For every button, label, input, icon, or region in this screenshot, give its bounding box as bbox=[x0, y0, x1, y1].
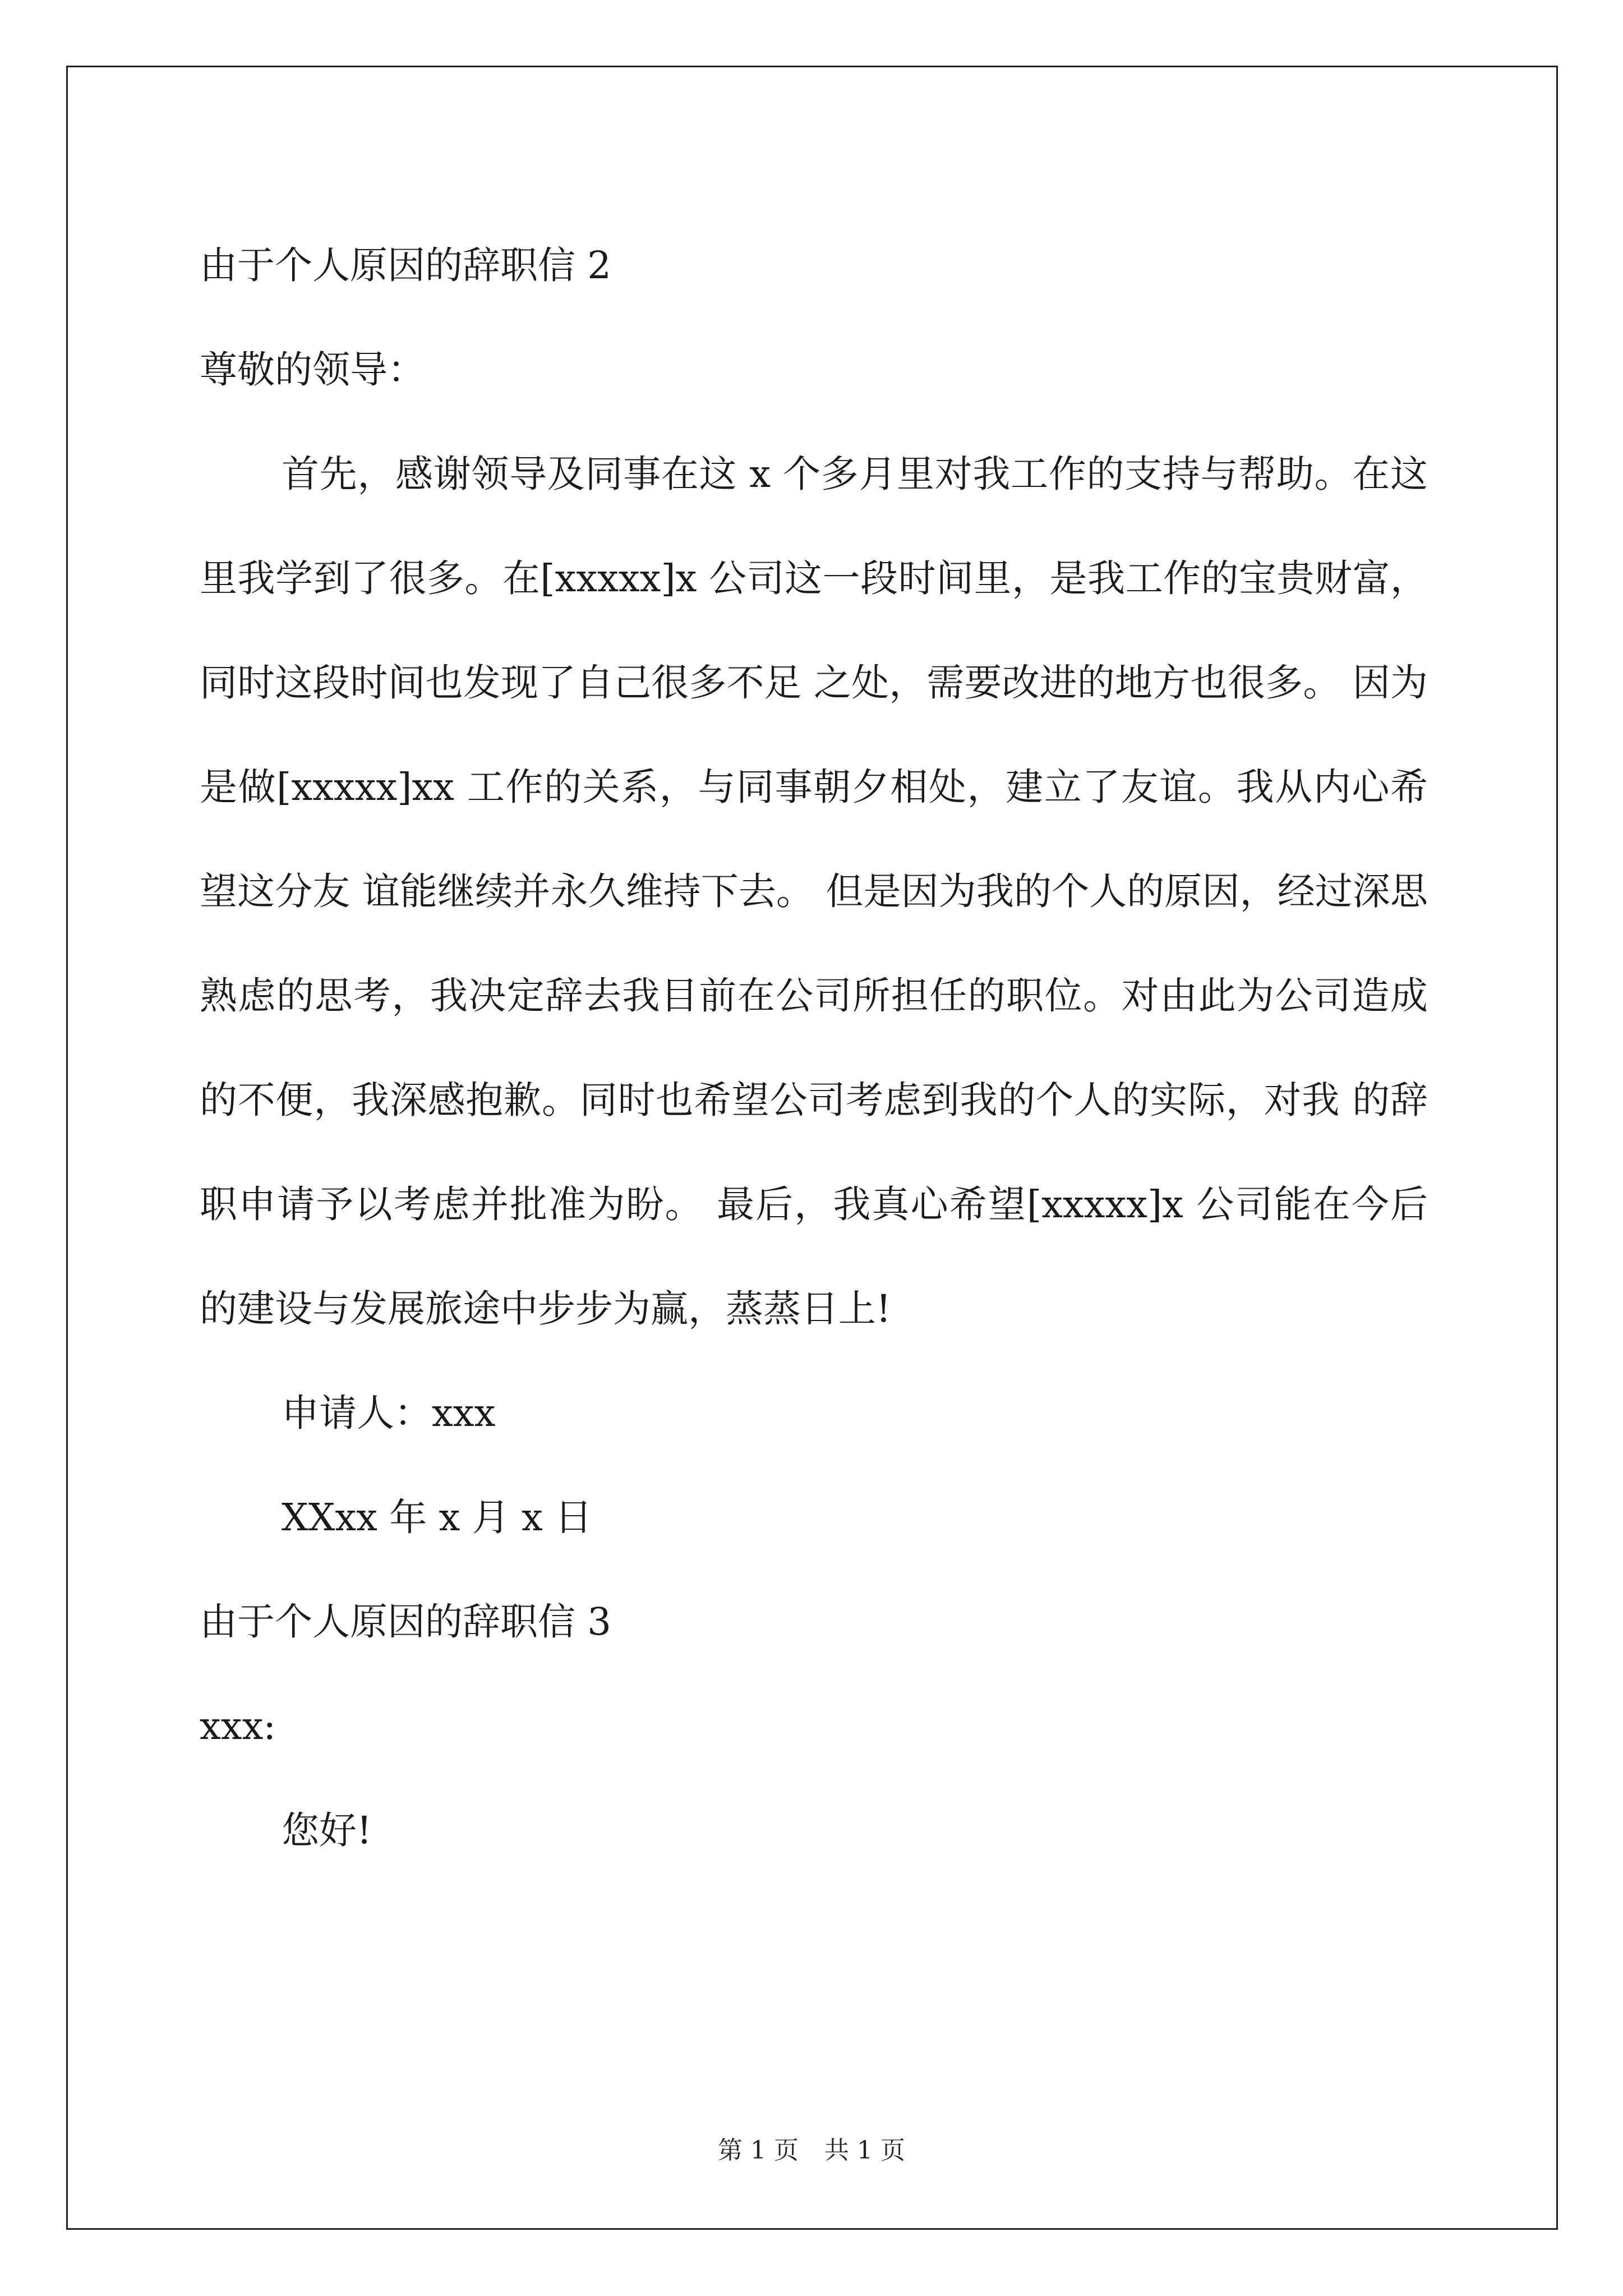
letter-title-3: 由于个人原因的辞职信 3 bbox=[200, 1600, 611, 1644]
document-body bbox=[200, 213, 1428, 1883]
applicant-line: 申请人：xxx bbox=[282, 1391, 496, 1435]
page-total: 共 1 页 bbox=[824, 2136, 905, 2165]
date-line: XXxx 年 x 月 x 日 bbox=[282, 1496, 593, 1539]
greeting-3: 您好! bbox=[282, 1809, 372, 1852]
page-footer bbox=[0, 2134, 1623, 2168]
letter-title-2: 由于个人原因的辞职信 2 bbox=[200, 243, 611, 287]
page-number: 第 1 页 bbox=[718, 2136, 799, 2165]
salutation-3: xxx: bbox=[200, 1704, 276, 1748]
salutation-2: 尊敬的领导： bbox=[200, 348, 425, 392]
letter-body-2: 首先，感谢领导及同事在这 x 个多月里对我工作的支持与帮助。在这里我学到了很多。在[xxxxx]x 公司这一段时间里，是我工作的宝贵财富，同时这段时间也发现了自己很多不足 之处，需要改进的地方也很多。 因为是做[xxxxx]xx 工作的关系，与同事朝夕相处，建立了友谊。我从内心希望这分友 谊能继续并永久维持下去。 但是因为我的个人的原因，经过深思熟虑的思考，我决定辞去我目前在公司所担任的职位。对由此为公司造成的不便，我深感抱歉。同时也希望公司考虑到我的个人的实际，对我 的辞职申请予以考虑并批准为盼。 最后，我真心希望[xxxxx]x 公司能在今后的建设与发展旅途中步步为赢，蒸蒸日上! bbox=[200, 452, 1428, 1331]
